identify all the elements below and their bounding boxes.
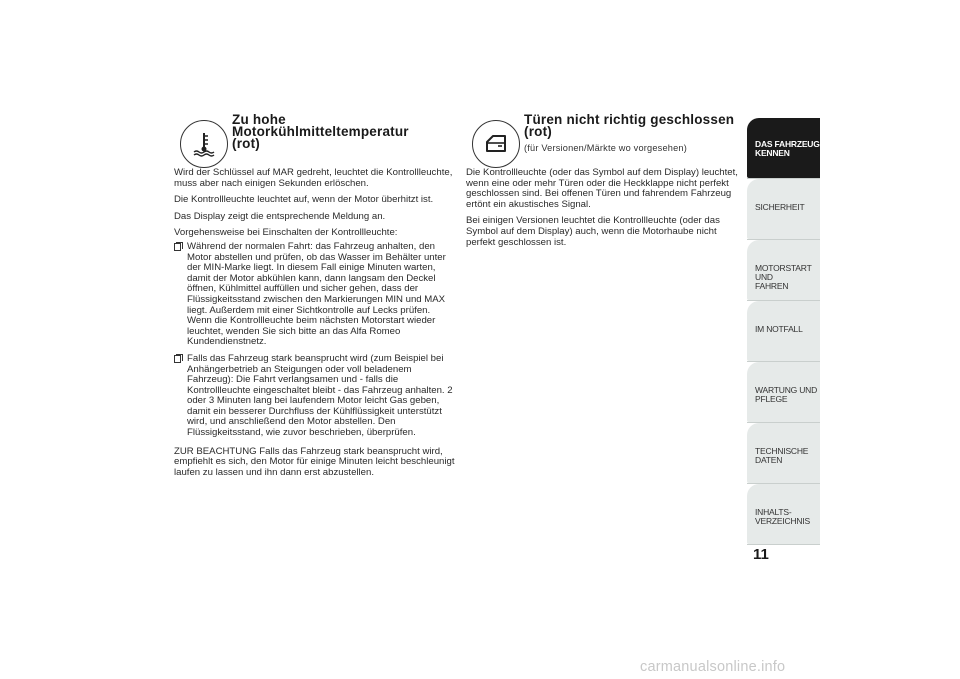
door-open-icon	[472, 120, 520, 168]
page-number: 11	[753, 546, 769, 563]
coolant-paragraph: Vorgehensweise bei Einschalten der Kontrollleuchte:	[174, 227, 398, 239]
checkbox-bullet-icon	[174, 243, 181, 251]
doors-title-line-1: Türen nicht richtig geschlossen	[524, 112, 735, 127]
coolant-section	[174, 114, 456, 484]
doors-body	[466, 168, 742, 248]
tab-label-line: SICHERHEIT	[755, 202, 805, 212]
chapter-sidebar	[747, 118, 820, 545]
coolant-paragraph: Die Kontrollleuchte leuchtet auf, wenn der Motor überhitzt ist.	[174, 194, 434, 206]
coolant-bullet-text: Falls das Fahrzeug stark beansprucht wird (zum Beispiel bei Anhängerbetrieb an Steigungen oder voll beladenem Fahrzeug): Die Fahrt verlangsamen und - falls die Kontrollleuchte eingeschaltet bleibt - das Fahrzeug anhalten. 2 oder 3 Minuten lang bei laufendem Motor leicht Gas geben, damit ein besserer Durchfluss der Kühlflüssigkeit unterstützt wird, und anschließend den Motor abstellen. Den Flüssigkeitsstand, wie zuvor beschrieben, überprüfen.	[187, 352, 453, 439]
tab-label-line: IM NOTFALL	[755, 324, 803, 334]
tab-label-line: FAHREN	[755, 281, 789, 291]
coolant-title	[232, 114, 409, 150]
tab-technische-daten[interactable]	[747, 423, 820, 483]
tab-im-notfall[interactable]	[747, 301, 820, 361]
checkbox-bullet-icon	[174, 355, 181, 363]
tab-label-line: KENNEN	[755, 148, 790, 158]
doors-paragraph: Bei einigen Versionen leuchtet die Kontrollleuchte (oder das Symbol auf dem Display) auch, wenn die Motorhaube nicht perfekt geschlossen ist.	[466, 215, 720, 248]
coolant-paragraph: Wird der Schlüssel auf MAR gedreht, leuchtet die Kontrollleuchte, muss aber nach einigen Sekunden erlöschen.	[174, 167, 453, 189]
tab-das-fahrzeug-kennen[interactable]	[747, 118, 820, 178]
doors-paragraph: Die Kontrollleuchte (oder das Symbol auf dem Display) leuchtet, wenn eine oder mehr Türen oder die Heckklappe nicht perfekt geschlossen sind. Bei offenen Türen und fahrendem Fahrzeug ertönt ein akustisches Signal.	[466, 167, 738, 210]
coolant-temperature-icon	[180, 120, 228, 168]
coolant-bullet	[174, 242, 456, 348]
watermark: carmanualsonline.info	[640, 659, 786, 675]
doors-section	[466, 114, 742, 254]
tab-label-line: WARTUNG UND	[755, 385, 818, 395]
coolant-title-line-2: Motorkühlmitteltemperatur	[232, 124, 409, 139]
coolant-paragraph: Das Display zeigt die entsprechende Meldung an.	[174, 210, 386, 222]
coolant-note: ZUR BEACHTUNG Falls das Fahrzeug stark beansprucht wird, empfiehlt es sich, den Motor für einige Minuten leicht beschleunigt laufen zu lassen und ihn dann erst abzustellen.	[174, 445, 455, 478]
tab-label-line: VERZEICHNIS	[755, 516, 810, 526]
tab-sicherheit[interactable]	[747, 179, 820, 239]
coolant-bullet	[174, 354, 456, 439]
doors-subtitle: (für Versionen/Märkte wo vorgesehen)	[524, 143, 687, 153]
doors-heading	[466, 114, 742, 168]
doors-title	[524, 114, 734, 154]
coolant-title-line-1: Zu hohe	[232, 112, 286, 127]
tab-inhaltsverzeichnis[interactable]	[747, 484, 820, 544]
coolant-title-line-3: (rot)	[232, 136, 260, 151]
tab-motorstart-und-fahren[interactable]	[747, 240, 820, 300]
tab-label-line: DAS FAHRZEUG	[755, 139, 820, 149]
coolant-body	[174, 168, 456, 478]
doors-title-line-2: (rot)	[524, 124, 552, 139]
tab-label-line: MOTORSTART UND	[755, 263, 812, 282]
tab-label-line: PFLEGE	[755, 394, 788, 404]
tab-label-line: INHALTS-	[755, 507, 792, 517]
coolant-bullet-text: Während der normalen Fahrt: das Fahrzeug anhalten, den Motor abstellen und prüfen, ob das Wasser im Behälter unter der MIN-Marke liegt. In diesem Fall einige Minuten warten, damit der Motor abkühlen kann, dann langsam den Deckel öffnen, Kühlmittel auffüllen und sicher gehen, dass der Flüssigkeitsstand zwischen den Markierungen MIN und MAX liegt. Außerdem mit einer Sichtkontrolle auf Lecks prüfen. Wenn die Kontrollleuchte beim nächsten Motorstart wieder leuchtet, wenden Sie sich bitte an das Alfa Romeo Kundendienstnetz.	[187, 240, 446, 348]
tab-wartung-und-pflege[interactable]	[747, 362, 820, 422]
coolant-heading	[174, 114, 456, 168]
tab-label-line: TECHNISCHE DATEN	[755, 446, 809, 465]
